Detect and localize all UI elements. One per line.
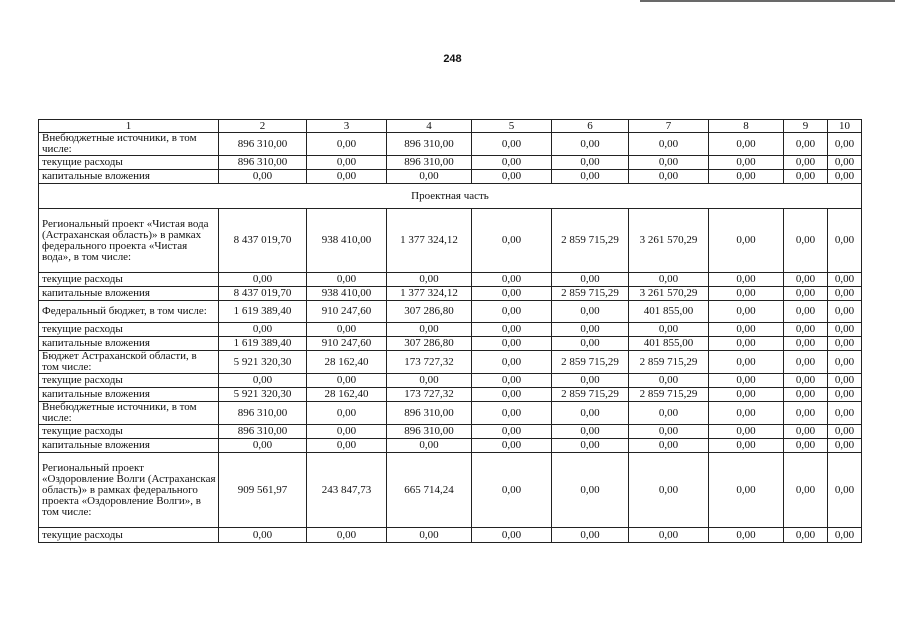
value-cell: 0,00 [709, 388, 784, 402]
value-cell: 0,00 [307, 374, 387, 388]
value-cell: 0,00 [552, 337, 629, 351]
value-cell: 0,00 [709, 273, 784, 287]
column-number: 5 [472, 120, 552, 133]
value-cell: 0,00 [828, 287, 862, 301]
row-label: Внебюджетные источники, в том числе: [39, 133, 219, 156]
value-cell: 0,00 [472, 425, 552, 439]
value-cell: 938 410,00 [307, 209, 387, 273]
value-cell: 1 377 324,12 [387, 287, 472, 301]
value-cell: 0,00 [307, 425, 387, 439]
value-cell: 0,00 [552, 402, 629, 425]
value-cell: 0,00 [472, 388, 552, 402]
value-cell: 0,00 [784, 301, 828, 323]
row-label: Внебюджетные источники, в том числе: [39, 402, 219, 425]
value-cell: 0,00 [219, 528, 307, 543]
value-cell: 2 859 715,29 [552, 351, 629, 374]
value-cell: 2 859 715,29 [629, 351, 709, 374]
value-cell: 1 619 389,40 [219, 337, 307, 351]
value-cell: 307 286,80 [387, 301, 472, 323]
value-cell: 0,00 [307, 323, 387, 337]
table-row [39, 209, 862, 273]
value-cell: 0,00 [629, 453, 709, 528]
value-cell: 0,00 [709, 374, 784, 388]
value-cell: 0,00 [784, 528, 828, 543]
table-row [39, 301, 862, 323]
value-cell: 0,00 [472, 528, 552, 543]
table-row [39, 170, 862, 184]
value-cell: 3 261 570,29 [629, 287, 709, 301]
value-cell: 0,00 [828, 323, 862, 337]
row-label: Федеральный бюджет, в том числе: [39, 301, 219, 323]
table-row [39, 351, 862, 374]
value-cell: 0,00 [828, 402, 862, 425]
value-cell: 0,00 [784, 439, 828, 453]
value-cell: 0,00 [307, 528, 387, 543]
value-cell: 5 921 320,30 [219, 388, 307, 402]
value-cell: 0,00 [219, 374, 307, 388]
value-cell: 0,00 [307, 439, 387, 453]
value-cell: 0,00 [552, 301, 629, 323]
value-cell: 0,00 [709, 351, 784, 374]
value-cell: 2 859 715,29 [552, 287, 629, 301]
value-cell: 0,00 [552, 273, 629, 287]
table-row [39, 273, 862, 287]
header-row [39, 120, 862, 133]
value-cell: 896 310,00 [387, 156, 472, 170]
value-cell: 0,00 [629, 133, 709, 156]
column-number: 2 [219, 120, 307, 133]
table-row [39, 337, 862, 351]
value-cell: 0,00 [472, 402, 552, 425]
column-number: 7 [629, 120, 709, 133]
value-cell: 0,00 [629, 170, 709, 184]
row-label: Региональный проект «Оздоровление Волги (Астраханская область)» в рамках федерального проекта «Оздоровление Волги», в том числе: [39, 453, 219, 528]
value-cell: 0,00 [709, 425, 784, 439]
value-cell: 0,00 [828, 374, 862, 388]
value-cell: 0,00 [472, 337, 552, 351]
value-cell: 0,00 [828, 170, 862, 184]
value-cell: 0,00 [629, 402, 709, 425]
column-number: 9 [784, 120, 828, 133]
value-cell: 896 310,00 [387, 425, 472, 439]
value-cell: 0,00 [219, 170, 307, 184]
value-cell: 0,00 [828, 209, 862, 273]
value-cell: 909 561,97 [219, 453, 307, 528]
value-cell: 1 619 389,40 [219, 301, 307, 323]
value-cell: 0,00 [387, 528, 472, 543]
value-cell: 0,00 [629, 425, 709, 439]
column-number: 6 [552, 120, 629, 133]
value-cell: 0,00 [784, 425, 828, 439]
value-cell: 0,00 [784, 374, 828, 388]
value-cell: 0,00 [709, 287, 784, 301]
value-cell: 0,00 [219, 323, 307, 337]
table-row [39, 156, 862, 170]
value-cell: 0,00 [709, 156, 784, 170]
table-row [39, 402, 862, 425]
value-cell: 0,00 [472, 170, 552, 184]
value-cell: 0,00 [709, 439, 784, 453]
value-cell: 0,00 [552, 156, 629, 170]
value-cell: 0,00 [629, 323, 709, 337]
value-cell: 0,00 [472, 439, 552, 453]
value-cell: 0,00 [709, 133, 784, 156]
value-cell: 0,00 [219, 439, 307, 453]
value-cell: 0,00 [552, 170, 629, 184]
value-cell: 0,00 [472, 351, 552, 374]
value-cell: 2 859 715,29 [629, 388, 709, 402]
value-cell: 0,00 [828, 388, 862, 402]
value-cell: 8 437 019,70 [219, 287, 307, 301]
value-cell: 0,00 [472, 301, 552, 323]
value-cell: 2 859 715,29 [552, 209, 629, 273]
value-cell: 0,00 [552, 133, 629, 156]
value-cell: 910 247,60 [307, 337, 387, 351]
value-cell: 0,00 [784, 388, 828, 402]
column-number: 10 [828, 120, 862, 133]
value-cell: 910 247,60 [307, 301, 387, 323]
value-cell: 896 310,00 [387, 402, 472, 425]
column-number: 4 [387, 120, 472, 133]
row-label: Региональный проект «Чистая вода (Астраханская область)» в рамках федерального проекта «Чистая вода», в том числе: [39, 209, 219, 273]
value-cell: 896 310,00 [387, 133, 472, 156]
value-cell: 0,00 [629, 528, 709, 543]
table-row [39, 374, 862, 388]
value-cell: 28 162,40 [307, 388, 387, 402]
value-cell: 173 727,32 [387, 388, 472, 402]
value-cell: 0,00 [552, 425, 629, 439]
value-cell: 243 847,73 [307, 453, 387, 528]
table-row [39, 453, 862, 528]
value-cell: 0,00 [472, 323, 552, 337]
value-cell: 0,00 [828, 337, 862, 351]
value-cell: 0,00 [472, 453, 552, 528]
row-label: текущие расходы [39, 273, 219, 287]
column-number: 1 [39, 120, 219, 133]
value-cell: 0,00 [307, 133, 387, 156]
value-cell: 0,00 [387, 439, 472, 453]
row-label: текущие расходы [39, 156, 219, 170]
row-label: текущие расходы [39, 528, 219, 543]
value-cell: 0,00 [709, 170, 784, 184]
value-cell: 0,00 [709, 453, 784, 528]
section-row [39, 184, 862, 209]
value-cell: 0,00 [472, 287, 552, 301]
value-cell: 5 921 320,30 [219, 351, 307, 374]
value-cell: 0,00 [472, 133, 552, 156]
value-cell: 0,00 [784, 402, 828, 425]
value-cell: 0,00 [629, 439, 709, 453]
value-cell: 0,00 [709, 209, 784, 273]
value-cell: 0,00 [709, 301, 784, 323]
value-cell: 401 855,00 [629, 337, 709, 351]
value-cell: 0,00 [828, 528, 862, 543]
row-label: капитальные вложения [39, 170, 219, 184]
value-cell: 0,00 [828, 156, 862, 170]
value-cell: 938 410,00 [307, 287, 387, 301]
table-row [39, 133, 862, 156]
table-row [39, 425, 862, 439]
value-cell: 0,00 [784, 209, 828, 273]
column-number: 3 [307, 120, 387, 133]
value-cell: 0,00 [784, 156, 828, 170]
row-label: текущие расходы [39, 323, 219, 337]
value-cell: 0,00 [784, 170, 828, 184]
scan-artifact-line [640, 0, 895, 2]
value-cell: 0,00 [784, 273, 828, 287]
value-cell: 0,00 [828, 133, 862, 156]
value-cell: 0,00 [629, 374, 709, 388]
value-cell: 0,00 [828, 439, 862, 453]
column-number: 8 [709, 120, 784, 133]
value-cell: 0,00 [784, 287, 828, 301]
value-cell: 0,00 [784, 453, 828, 528]
value-cell: 0,00 [784, 133, 828, 156]
value-cell: 0,00 [709, 337, 784, 351]
value-cell: 0,00 [472, 273, 552, 287]
value-cell: 0,00 [472, 209, 552, 273]
value-cell: 0,00 [387, 374, 472, 388]
value-cell: 0,00 [307, 170, 387, 184]
value-cell: 1 377 324,12 [387, 209, 472, 273]
row-label: текущие расходы [39, 425, 219, 439]
value-cell: 0,00 [709, 323, 784, 337]
value-cell: 401 855,00 [629, 301, 709, 323]
value-cell: 0,00 [552, 439, 629, 453]
table-row [39, 439, 862, 453]
value-cell: 0,00 [552, 528, 629, 543]
table-row [39, 388, 862, 402]
value-cell: 0,00 [828, 351, 862, 374]
value-cell: 0,00 [828, 273, 862, 287]
row-label: капитальные вложения [39, 439, 219, 453]
page-number: 248 [443, 53, 462, 65]
value-cell: 0,00 [472, 156, 552, 170]
value-cell: 896 310,00 [219, 156, 307, 170]
value-cell: 896 310,00 [219, 402, 307, 425]
value-cell: 307 286,80 [387, 337, 472, 351]
value-cell: 28 162,40 [307, 351, 387, 374]
value-cell: 0,00 [219, 273, 307, 287]
table-row [39, 323, 862, 337]
value-cell: 2 859 715,29 [552, 388, 629, 402]
value-cell: 665 714,24 [387, 453, 472, 528]
table-row [39, 287, 862, 301]
value-cell: 0,00 [709, 528, 784, 543]
table-row [39, 528, 862, 543]
row-label: текущие расходы [39, 374, 219, 388]
value-cell: 0,00 [629, 273, 709, 287]
value-cell: 0,00 [552, 323, 629, 337]
value-cell: 0,00 [307, 273, 387, 287]
row-label: Бюджет Астраханской области, в том числе: [39, 351, 219, 374]
value-cell: 0,00 [784, 351, 828, 374]
row-label: капитальные вложения [39, 287, 219, 301]
value-cell: 0,00 [784, 323, 828, 337]
value-cell: 0,00 [828, 453, 862, 528]
value-cell: 0,00 [387, 170, 472, 184]
value-cell: 0,00 [552, 453, 629, 528]
value-cell: 0,00 [307, 156, 387, 170]
table-body [39, 120, 862, 543]
value-cell: 3 261 570,29 [629, 209, 709, 273]
value-cell: 8 437 019,70 [219, 209, 307, 273]
value-cell: 896 310,00 [219, 425, 307, 439]
value-cell: 0,00 [828, 301, 862, 323]
value-cell: 0,00 [552, 374, 629, 388]
value-cell: 896 310,00 [219, 133, 307, 156]
row-label: капитальные вложения [39, 388, 219, 402]
value-cell: 0,00 [387, 273, 472, 287]
value-cell: 0,00 [828, 425, 862, 439]
value-cell: 0,00 [307, 402, 387, 425]
value-cell: 0,00 [387, 323, 472, 337]
value-cell: 173 727,32 [387, 351, 472, 374]
section-title: Проектная часть [39, 184, 862, 209]
value-cell: 0,00 [472, 374, 552, 388]
value-cell: 0,00 [709, 402, 784, 425]
value-cell: 0,00 [784, 337, 828, 351]
value-cell: 0,00 [629, 156, 709, 170]
row-label: капитальные вложения [39, 337, 219, 351]
budget-table [38, 119, 862, 543]
